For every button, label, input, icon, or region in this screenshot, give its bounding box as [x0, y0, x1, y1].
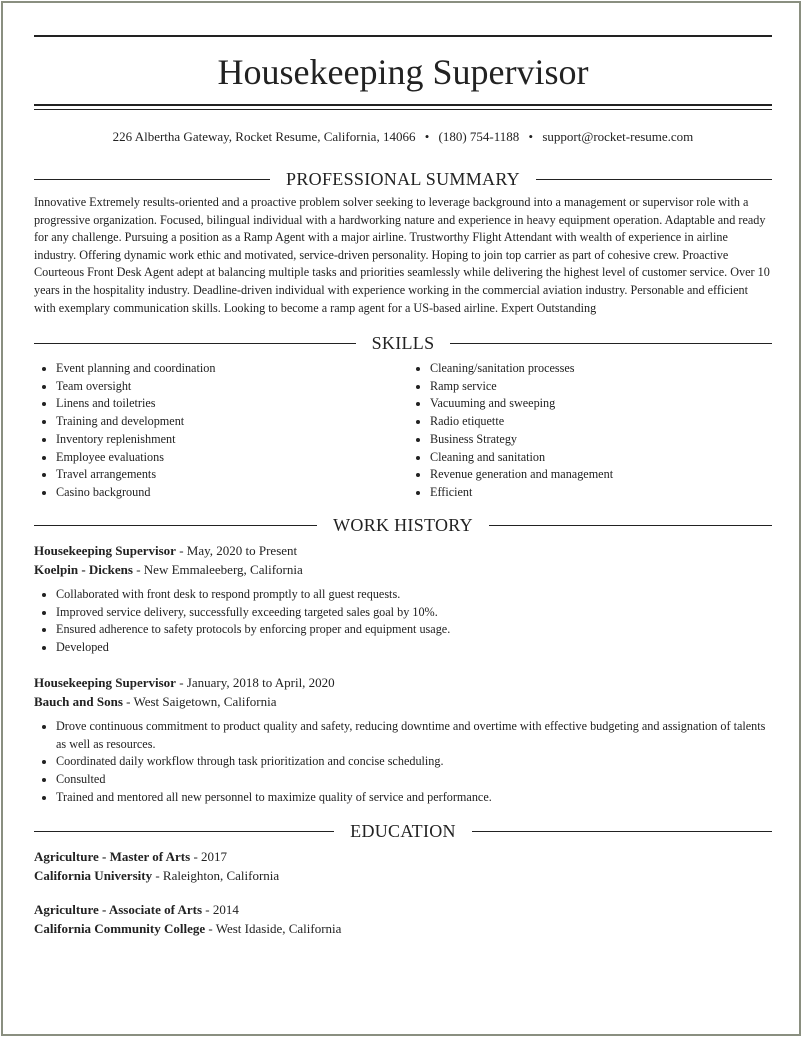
job-bullet: Improved service delivery, successfully exceeding targeted sales goal by 10%. [34, 604, 772, 622]
education-degree-line [34, 901, 239, 919]
skill-item: Inventory replenishment [34, 431, 374, 449]
school-name: California University [34, 868, 153, 883]
skill-item: Vacuuming and sweeping [408, 395, 748, 413]
section-header-work-history [34, 514, 772, 536]
phone: (180) 754-1188 [438, 129, 520, 144]
job-title-line [34, 674, 335, 692]
job-dates: - January, 2018 to April, 2020 [175, 675, 335, 690]
skill-item: Radio etiquette [408, 413, 748, 431]
job-bullet: Trained and mentored all new personnel to maximize quality of service and performance. [34, 789, 772, 807]
section-title: EDUCATION [350, 821, 456, 841]
job-bullet: Drove continuous commitment to product quality and safety, reducing downtime and overtime with effective budgeting and assignation of talents as well as resources. [34, 718, 772, 753]
skill-item: Event planning and coordination [34, 360, 374, 378]
job-title-line [34, 542, 297, 560]
skill-item: Linens and toiletries [34, 395, 374, 413]
section-title: PROFESSIONAL SUMMARY [286, 169, 520, 189]
job-title: Housekeeping Supervisor [34, 543, 176, 558]
skill-item: Team oversight [34, 378, 374, 396]
job-bullet: Consulted [34, 771, 772, 789]
skill-item: Revenue generation and management [408, 466, 748, 484]
job-company-line [34, 693, 277, 711]
email: support@rocket-resume.com [542, 129, 694, 144]
job-bullet: Developed [34, 639, 772, 657]
address: 226 Albertha Gateway, Rocket Resume, California, 14066 [112, 129, 416, 144]
degree: Agriculture - Master of Arts [34, 849, 191, 864]
job-bullets [34, 718, 772, 807]
skill-item: Training and development [34, 413, 374, 431]
skill-item: Business Strategy [408, 431, 748, 449]
degree-year: - 2014 [202, 902, 239, 917]
skill-item: Employee evaluations [34, 449, 374, 467]
summary-text: Innovative Extremely results-oriented and a proactive problem solver seeking to leverage background into a management or supervisor role with a progressive organization. Focused, bilingual individual with a hardworking nature and experience in heavy equipment operation. Adaptable and ready for any challenge. Pursuing a position as a Ramp Agent with a major airline. Trustworthy Flight Attendant with wealth of experience in airline industry. Offering dynamic work ethic and motivated, service-driven personality. Hoping to join top carrier as part of cohesive crew. Proactive Courteous Front Desk Agent adept at balancing multiple tasks and priorities seamlessly while delivering the highest level of customer service. Over 10 years in the hospitality industry. Deadline-driven individual with experience working in the commercial aviation industry. Personable and efficient with exemplary communication skills. Looking to become a ramp agent for a US-based airline. Expert Outstanding [34, 195, 770, 315]
education-degree-line [34, 848, 227, 866]
education-school-line [34, 867, 279, 885]
job-dates: - May, 2020 to Present [175, 543, 298, 558]
header-rule-top [34, 35, 772, 37]
skills-list-right [408, 360, 748, 502]
job-company-line [34, 561, 303, 579]
skill-item: Travel arrangements [34, 466, 374, 484]
degree-year: - 2017 [190, 849, 228, 864]
school-name: California Community College [34, 921, 206, 936]
job-bullet: Ensured adherence to safety protocols by enforcing proper and equipment usage. [34, 621, 772, 639]
section-header-skills [34, 332, 772, 354]
company-name: Koelpin - Dickens [34, 562, 133, 577]
resume-name: Housekeeping Supervisor [217, 52, 589, 92]
skill-item: Cleaning and sanitation [408, 449, 748, 467]
skill-item: Cleaning/sanitation processes [408, 360, 748, 378]
skill-item: Ramp service [408, 378, 748, 396]
company-location: - West Saigetown, California [122, 694, 277, 709]
header-rule-double-2 [34, 109, 772, 110]
company-name: Bauch and Sons [34, 694, 123, 709]
contact-info [34, 128, 772, 146]
job-bullet: Collaborated with front desk to respond promptly to all guest requests. [34, 586, 772, 604]
degree: Agriculture - Associate of Arts [34, 902, 203, 917]
separator-dot: • [528, 129, 534, 144]
job-bullet: Coordinated daily workflow through task prioritization and concise scheduling. [34, 753, 772, 771]
school-location: - West Idaside, California [205, 921, 342, 936]
job-bullets [34, 586, 772, 657]
skill-item: Casino background [34, 484, 374, 502]
company-location: - New Emmaleeberg, California [132, 562, 303, 577]
education-school-line [34, 920, 341, 938]
separator-dot: • [424, 129, 430, 144]
job-title: Housekeeping Supervisor [34, 675, 176, 690]
section-header-education [34, 820, 772, 842]
skill-item: Efficient [408, 484, 748, 502]
skills-list-left [34, 360, 374, 502]
school-location: - Raleighton, California [152, 868, 280, 883]
section-header-summary [34, 168, 772, 190]
section-title: WORK HISTORY [333, 515, 473, 535]
header-rule-double-1 [34, 104, 772, 106]
section-title: SKILLS [371, 333, 435, 353]
